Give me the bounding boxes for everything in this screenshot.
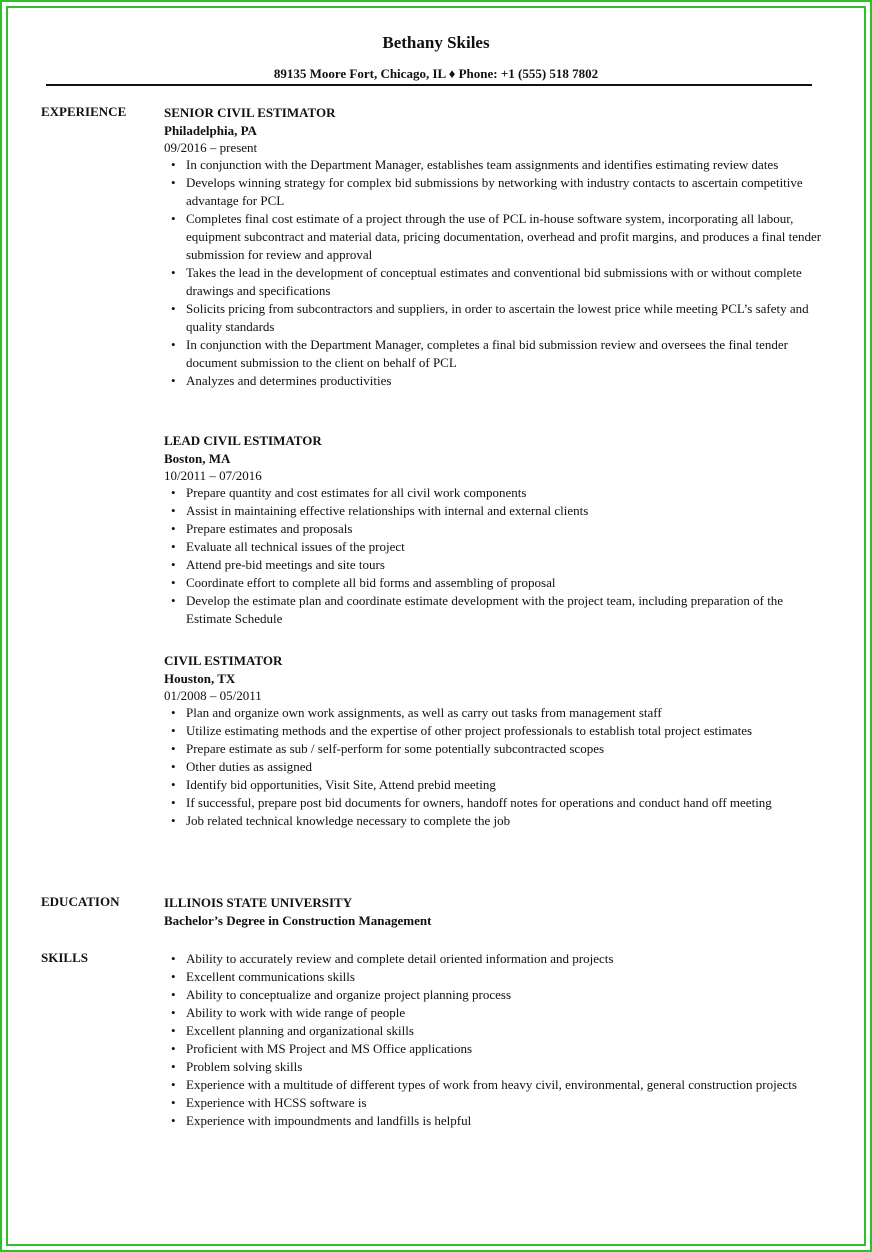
header-divider (46, 84, 812, 86)
job-dates: 09/2016 – present (164, 140, 258, 155)
list-item: • Prepare estimates and proposals (164, 520, 824, 538)
job-title: CIVIL ESTIMATOR (164, 653, 283, 668)
section-label-experience: EXPERIENCE (41, 104, 127, 119)
list-item: • Ability to accurately review and complete detail oriented information and projects (164, 950, 824, 968)
list-item: • Develops winning strategy for complex bid submissions by networking with industry contacts to ascertain competitive advantage for PCL (164, 174, 824, 210)
list-item: • Utilize estimating methods and the expertise of other project professionals to establish total project estimates (164, 722, 824, 740)
list-item: • Develop the estimate plan and coordinate estimate development with the project team, including preparation of the Estimate Schedule (164, 592, 824, 628)
list-item: • In conjunction with the Department Manager, completes a final bid submission review and oversees the final tender document submission to the client on behalf of PCL (164, 336, 824, 372)
section-label-skills: SKILLS (41, 950, 88, 965)
list-item: • Job related technical knowledge necessary to complete the job (164, 812, 824, 830)
list-item: • Prepare quantity and cost estimates for all civil work components (164, 484, 824, 502)
list-item: • If successful, prepare post bid documents for owners, handoff notes for operations and conduct hand off meeting (164, 794, 824, 812)
skills-entry (164, 950, 824, 1130)
list-item: • Excellent communications skills (164, 968, 824, 986)
list-item: • Assist in maintaining effective relationships with internal and external clients (164, 502, 824, 520)
list-item: • Other duties as assigned (164, 758, 824, 776)
section-label-education: EDUCATION (41, 894, 120, 909)
list-item: • Ability to work with wide range of people (164, 1004, 824, 1022)
job-location: Houston, TX (164, 671, 236, 686)
list-item: • Completes final cost estimate of a project through the use of PCL in-house software system, incorporating all labour, equipment subcontract and material data, pricing documentation, overhead and profit margins, and produces a final tender submission for review and approval (164, 210, 824, 264)
job-bullets (164, 156, 824, 390)
job-entry (164, 652, 824, 830)
list-item: • Proficient with MS Project and MS Office applications (164, 1040, 824, 1058)
job-dates: 01/2008 – 05/2011 (164, 688, 262, 703)
list-item: • Experience with impoundments and landfills is helpful (164, 1112, 824, 1130)
job-title: LEAD CIVIL ESTIMATOR (164, 433, 322, 448)
job-bullets (164, 704, 824, 830)
contact-line: 89135 Moore Fort, Chicago, IL ♦ Phone: +1 (555) 518 7802 (273, 66, 599, 81)
list-item: • Plan and organize own work assignments, as well as carry out tasks from management staff (164, 704, 824, 722)
education-entry (164, 894, 824, 930)
list-item: • Takes the lead in the development of conceptual estimates and conventional bid submissions with or without complete drawings and specifications (164, 264, 824, 300)
job-location: Boston, MA (164, 451, 231, 466)
list-item: • Ability to conceptualize and organize project planning process (164, 986, 824, 1004)
list-item: • Evaluate all technical issues of the project (164, 538, 824, 556)
list-item: • Problem solving skills (164, 1058, 824, 1076)
list-item: • Solicits pricing from subcontractors and suppliers, in order to ascertain the lowest price while meeting PCL’s safety and quality standards (164, 300, 824, 336)
list-item: • Excellent planning and organizational skills (164, 1022, 824, 1040)
list-item: • Attend pre-bid meetings and site tours (164, 556, 824, 574)
list-item: • Experience with HCSS software is (164, 1094, 824, 1112)
list-item: • Coordinate effort to complete all bid forms and assembling of proposal (164, 574, 824, 592)
job-bullets (164, 484, 824, 628)
list-item: • Experience with a multitude of different types of work from heavy civil, environmental, general construction projects (164, 1076, 824, 1094)
candidate-name: Bethany Skiles (382, 33, 490, 52)
job-dates: 10/2011 – 07/2016 (164, 468, 262, 483)
job-title: SENIOR CIVIL ESTIMATOR (164, 105, 336, 120)
list-item: • Prepare estimate as sub / self-perform for some potentially subcontracted scopes (164, 740, 824, 758)
job-entry (164, 432, 824, 628)
degree: Bachelor’s Degree in Construction Management (164, 913, 432, 928)
skills-list (164, 950, 824, 1130)
job-location: Philadelphia, PA (164, 123, 257, 138)
list-item: • In conjunction with the Department Manager, establishes team assignments and identifies estimating review dates (164, 156, 824, 174)
job-entry (164, 104, 824, 390)
list-item: • Analyzes and determines productivities (164, 372, 824, 390)
list-item: • Identify bid opportunities, Visit Site, Attend prebid meeting (164, 776, 824, 794)
school-name: ILLINOIS STATE UNIVERSITY (164, 895, 353, 910)
